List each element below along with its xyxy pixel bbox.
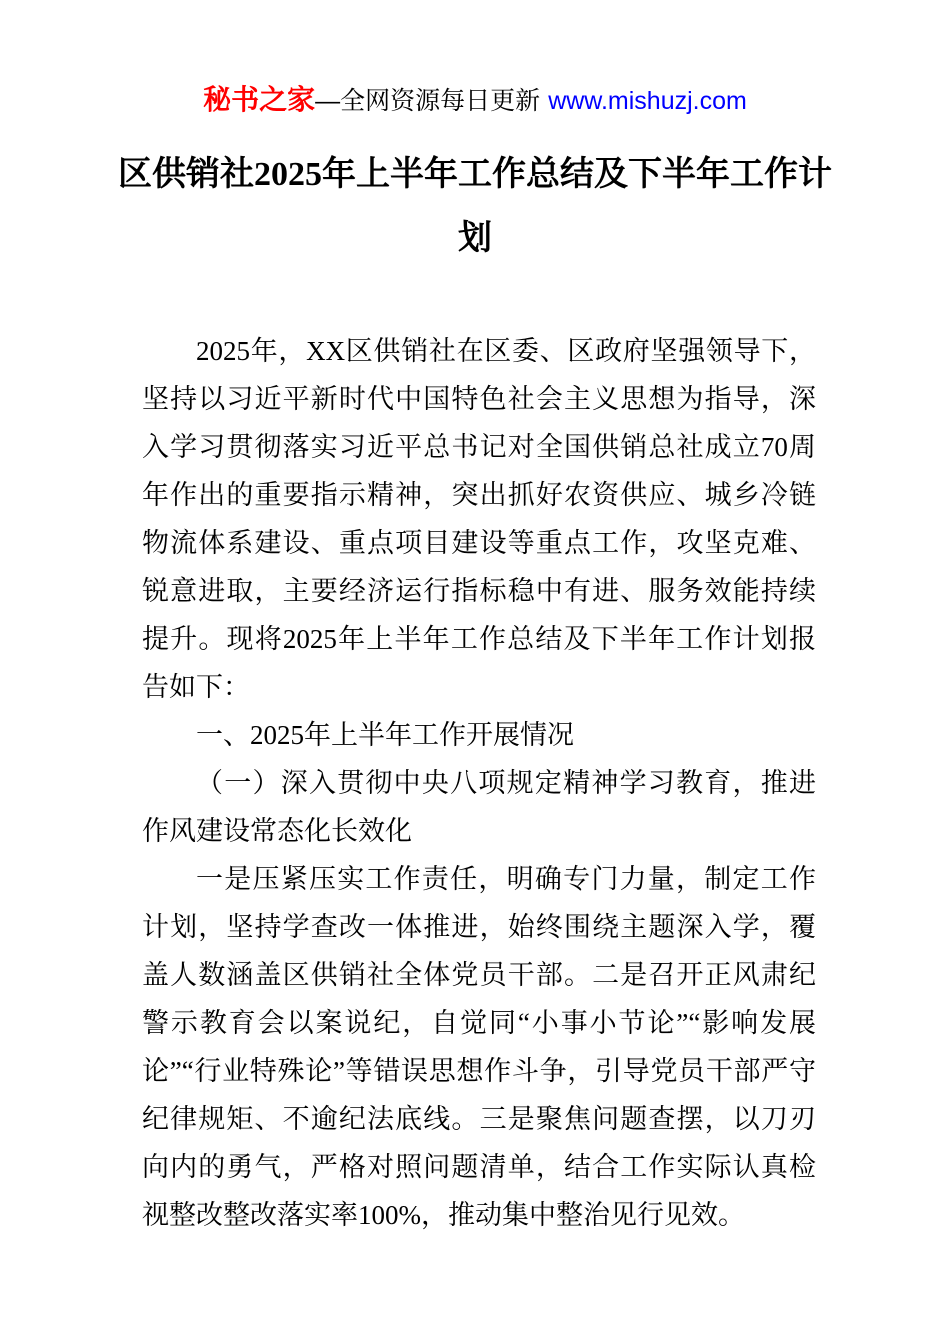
site-header (0, 0, 950, 117)
section-heading: （一）深入贯彻中央八项规定精神学习教育，推进作风建设常态化长效化 (142, 768, 816, 846)
site-tagline: —全网资源每日更新 (315, 87, 541, 115)
paragraph: 2025年，XX区供销社在区委、区政府坚强领导下，坚持以习近平新时代中国特色社会主义思想为指导，深入学习贯彻落实习近平总书记对全国供销总社成立70周年作出的重要指示精神，突出抓好农资供应、城乡冷链物流体系建设、重点项目建设等重点工作，攻坚克难、锐意进取，主要经济运行指标稳中有进、服务效能持续提升。现将2025年上半年工作总结及下半年工作计划报告如下： (142, 336, 816, 702)
section-heading: 一、2025年上半年工作开展情况 (196, 720, 574, 750)
page-title: 区供销社2025年上半年工作总结及下半年工作计划 (118, 156, 832, 257)
document-body (142, 327, 816, 1239)
site-url-link[interactable]: www.mishuzj.com (548, 87, 747, 115)
site-brand: 秘书之家 (203, 84, 316, 115)
paragraph: 一是压紧压实工作责任，明确专门力量，制定工作计划，坚持学查改一体推进，始终围绕主题深入学，覆盖人数涵盖区供销社全体党员干部。二是召开正风肃纪警示教育会以案说纪，自觉同“小事小节论”“影响发展论”“行业特殊论”等错误思想作斗争，引导党员干部严守纪律规矩、不逾纪法底线。三是聚焦问题查摆，以刀刃向内的勇气，严格对照问题清单，结合工作实际认真检视整改整改落实率100%，推动集中整治见行见效。 (142, 864, 816, 1230)
